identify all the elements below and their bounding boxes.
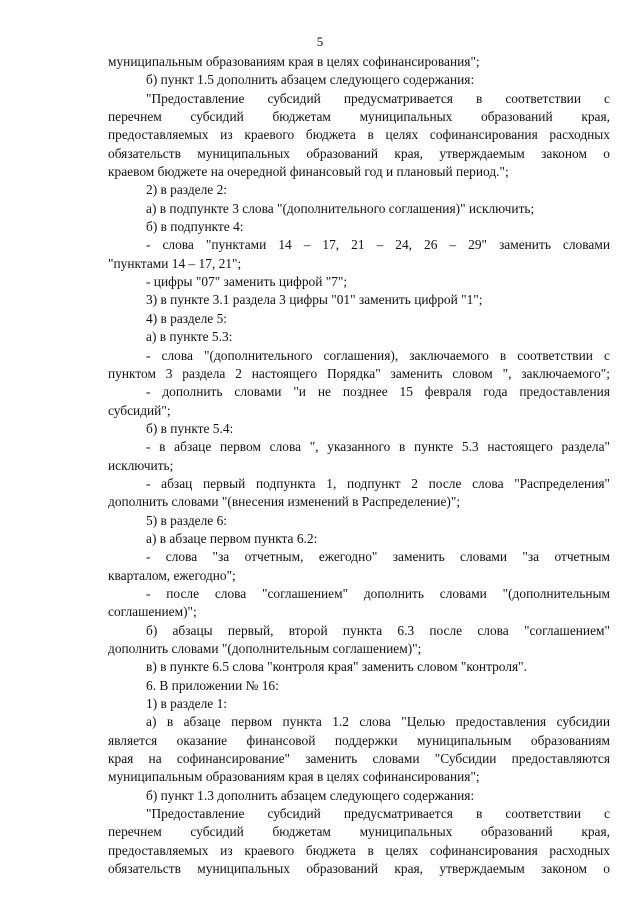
text-line: субсидий"; <box>108 402 171 418</box>
text-line: соглашением)"; <box>108 604 197 620</box>
text-line: - слова "пунктами 14 – 17, 21 – 24, 26 – 29" заменить словами <box>146 237 610 253</box>
text-line: дополнить словами "(внесения изменений в Распределение)"; <box>108 494 461 510</box>
document-body <box>108 53 610 878</box>
text-line: "Предоставление субсидий предусматривается в соответствии с <box>146 806 610 822</box>
text-line: 2) в разделе 2: <box>146 182 228 198</box>
text-line: - слова "(дополнительного соглашения), заключаемого в соответствии с <box>146 347 610 363</box>
text-line: кварталом, ежегодно"; <box>108 567 236 583</box>
text-line: 5) в разделе 6: <box>146 512 228 528</box>
text-line: - слова "за отчетным, ежегодно" заменить словами "за отчетным <box>146 549 610 565</box>
text-line: дополнить словами "(дополнительным соглашением)"; <box>108 641 422 656</box>
text-line: перечнем субсидий бюджетам муниципальных образований края, <box>108 824 610 840</box>
text-line: краевом бюджете на очередной финансовый год и плановый период."; <box>108 164 509 180</box>
text-line: "пунктами 14 – 17, 21"; <box>108 255 242 271</box>
text-line: обязательств муниципальных образований края, утверждаемым законом о <box>108 145 610 161</box>
text-line: а) в абзаце первом пункта 1.2 слова "Целью предоставления субсидии <box>146 714 610 730</box>
text-line: б) пункт 1.5 дополнить абзацем следующего содержания: <box>146 72 475 88</box>
text-line: 4) в разделе 5: <box>146 310 228 326</box>
text-line: муниципальным образованиям края в целях софинансирования"; <box>108 54 480 69</box>
text-line: 6. В приложении № 16: <box>146 677 279 693</box>
text-line: а) в подпункте 3 слова "(дополнительного соглашения)" исключить; <box>146 200 535 216</box>
text-line: б) в подпункте 4: <box>146 219 244 235</box>
text-line: а) в пункте 5.3: <box>146 329 233 345</box>
text-line: - дополнить словами "и не позднее 15 февраля года предоставления <box>146 384 610 400</box>
text-line: края на софинансирование" заменить словами "Субсидии предоставляются <box>108 751 610 767</box>
text-line: а) в абзаце первом пункта 6.2: <box>146 530 318 546</box>
text-line: перечнем субсидий бюджетам муниципальных образований края, <box>108 109 610 125</box>
text-line: - цифры "07" заменить цифрой "7"; <box>146 274 348 290</box>
text-line: б) пункт 1.3 дополнить абзацем следующего содержания: <box>146 787 475 803</box>
text-line: - в абзаце первом слова ", указанного в пункте 5.3 настоящего раздела" <box>146 439 610 455</box>
text-line: предоставляемых из краевого бюджета в целях софинансирования расходных <box>108 127 610 143</box>
text-line: в) в пункте 6.5 слова "контроля края" заменить словом "контроля". <box>146 659 527 675</box>
text-line: муниципальным образованиям края в целях софинансирования"; <box>108 769 480 785</box>
text-line: 3) в пункте 3.1 раздела 3 цифры "01" заменить цифрой "1"; <box>146 292 483 308</box>
text-line: б) в пункте 5.4: <box>146 420 234 436</box>
text-line: - после слова "соглашением" дополнить словами "(дополнительным <box>146 585 610 601</box>
text-line: предоставляемых из краевого бюджета в целях софинансирования расходных <box>108 842 610 858</box>
text-line: - абзац первый подпункта 1, подпункт 2 после слова "Распределения" <box>146 475 610 491</box>
text-line: б) абзацы первый, второй пункта 6.3 после слова "соглашением" <box>146 622 610 638</box>
text-line: "Предоставление субсидий предусматривается в соответствии с <box>146 90 610 106</box>
text-line: является оказание финансовой поддержки муниципальным образованиям <box>108 732 610 748</box>
text-line: обязательств муниципальных образований края, утверждаемым законом о <box>108 861 610 877</box>
text-line: исключить; <box>108 457 174 473</box>
page-number: 5 <box>316 34 324 49</box>
text-line: 1) в разделе 1: <box>146 696 228 712</box>
text-line: пунктом 3 раздела 2 настоящего Порядка" заменить словом ", заключаемого"; <box>108 365 610 381</box>
